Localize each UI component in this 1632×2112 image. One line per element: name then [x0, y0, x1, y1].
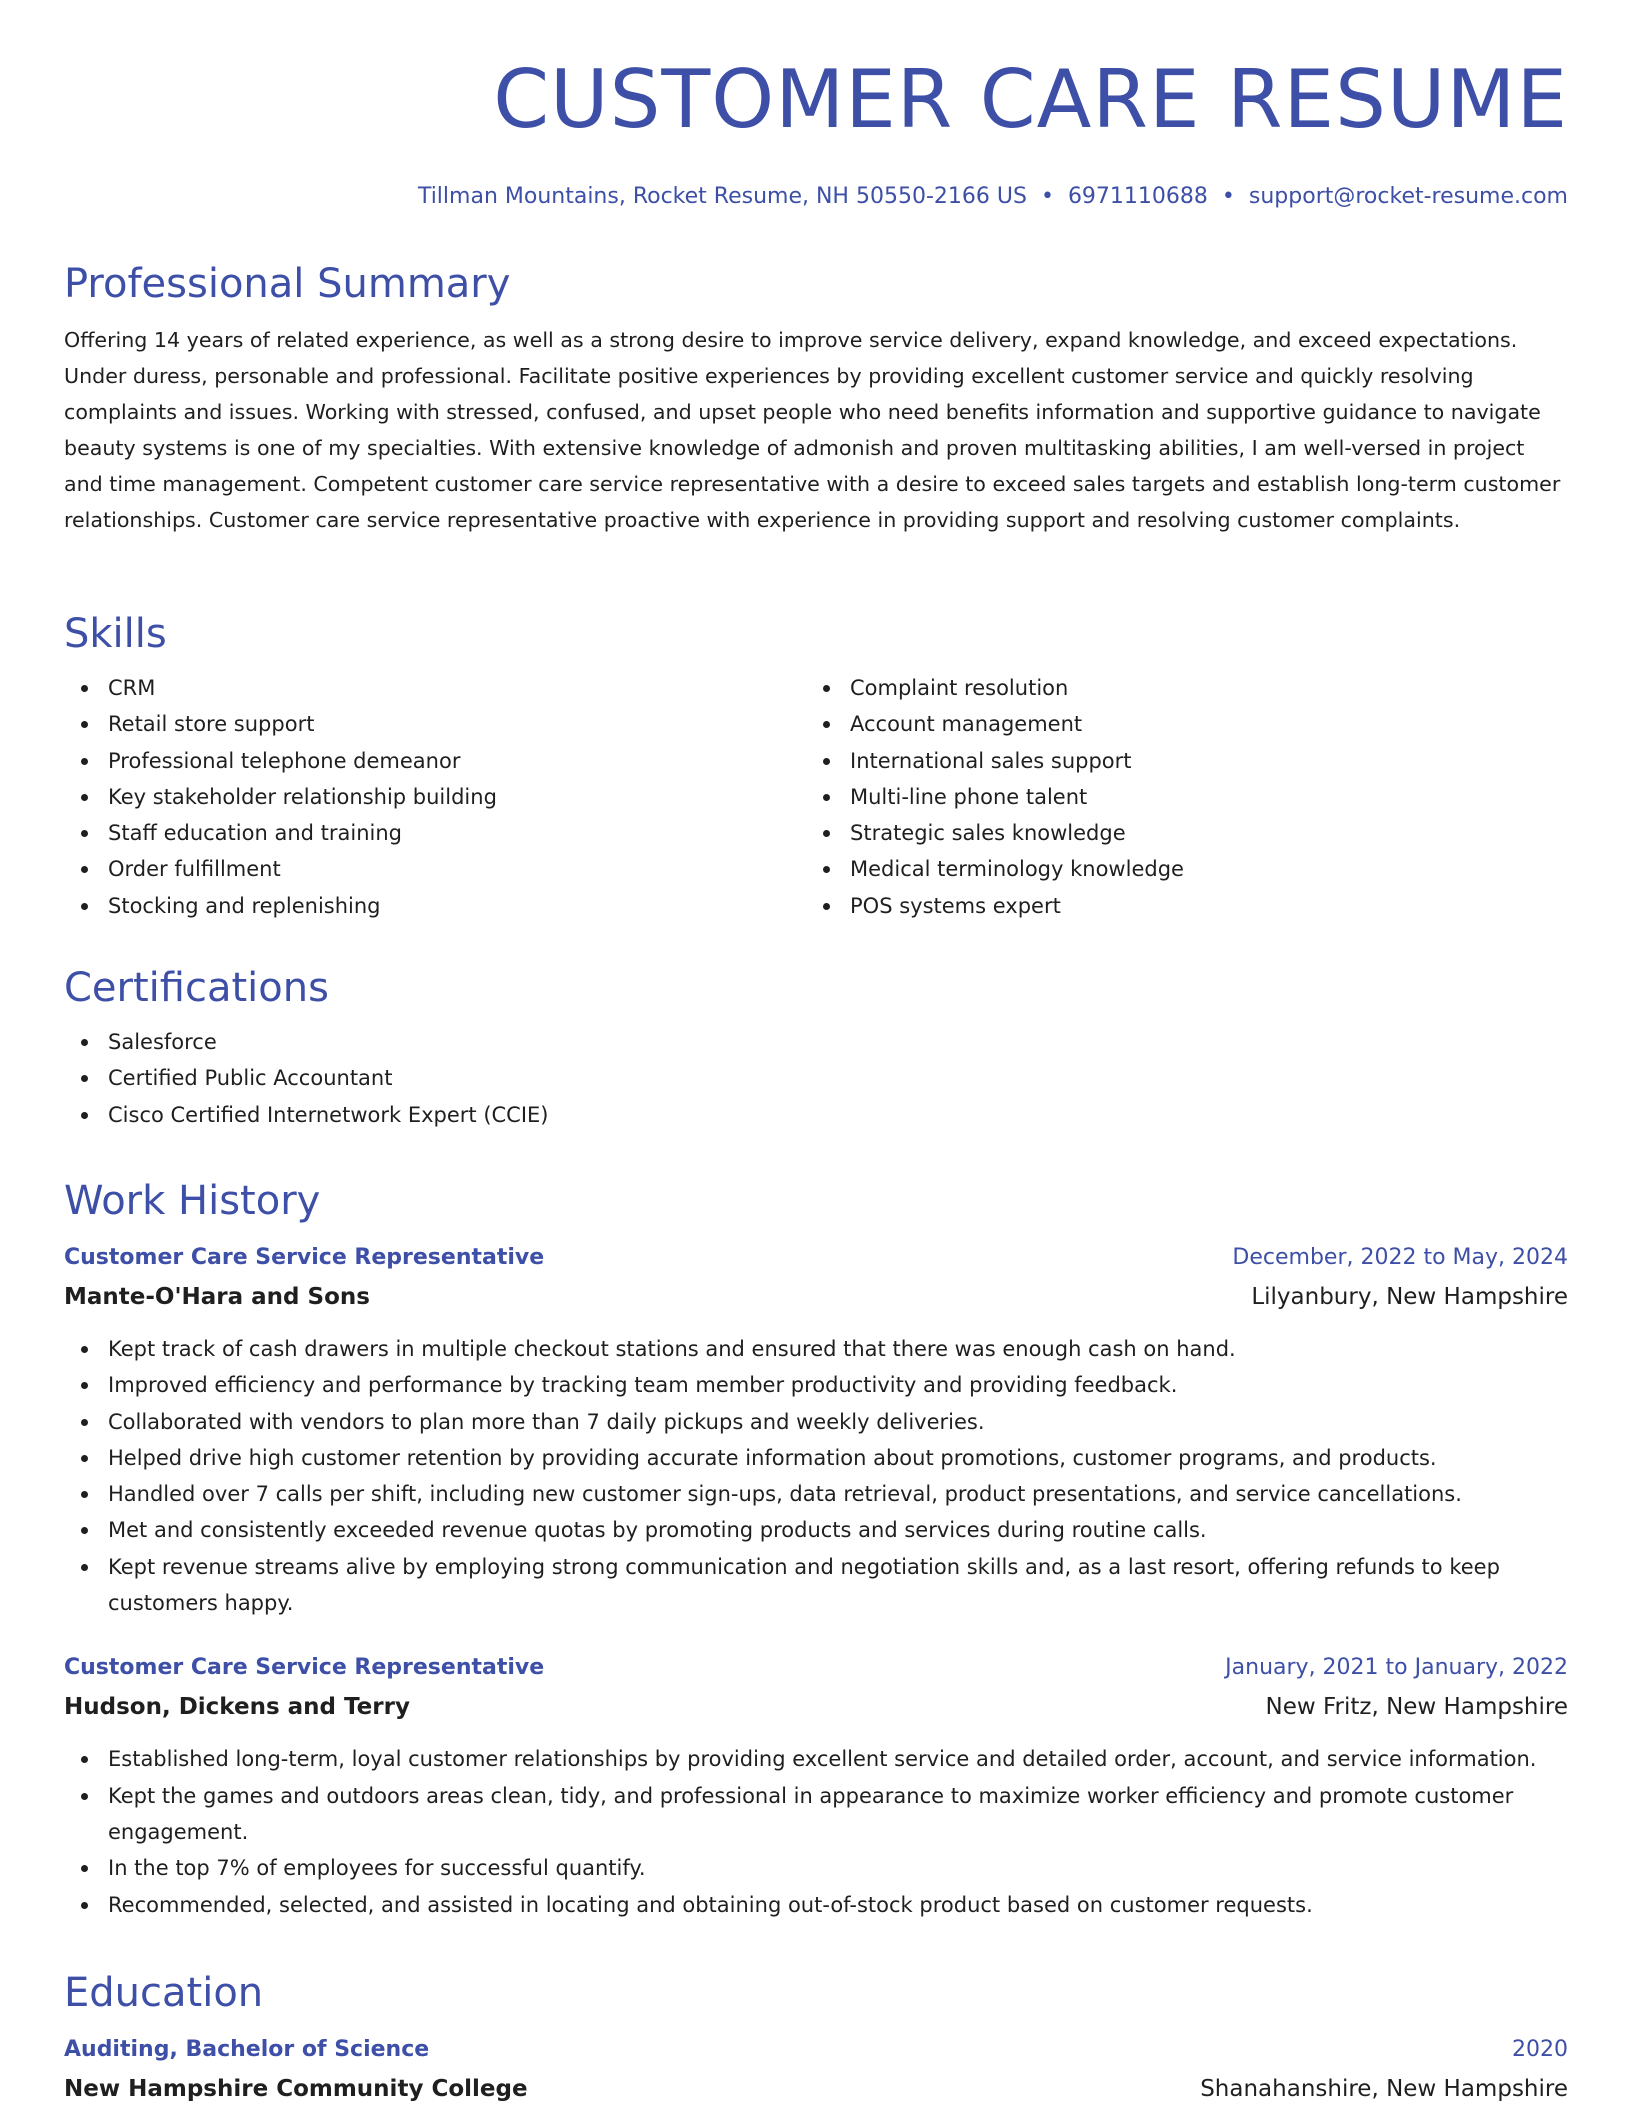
job-location: Lilyanbury, New Hampshire [1251, 1284, 1568, 1310]
job-bullet: Improved efficiency and performance by tracking team member productivity and providing feedback. [64, 1367, 1568, 1403]
skill-item: Staff education and training [64, 815, 794, 851]
job-location: New Fritz, New Hampshire [1265, 1694, 1568, 1721]
skill-item: International sales support [806, 743, 1568, 779]
skill-item: Key stakeholder relationship building [64, 779, 794, 815]
education-entry [64, 2031, 1568, 2109]
job-dates: December, 2022 to May, 2024 [1232, 1245, 1568, 1270]
skills-section [64, 608, 1568, 930]
contact-email[interactable]: support@rocket-resume.com [1248, 184, 1568, 209]
job-title-row [64, 1239, 1568, 1277]
skill-item: Complaint resolution [806, 670, 1568, 706]
skill-item: Retail store support [64, 706, 794, 742]
certification-item: Certified Public Accountant [64, 1060, 1568, 1096]
job-dates: January, 2021 to January, 2022 [1225, 1655, 1568, 1681]
skill-item: Professional telephone demeanor [64, 743, 794, 779]
job-bullet: Helped drive high customer retention by providing accurate information about promotions, customer programs, and products. [64, 1440, 1568, 1476]
job-bullet: Handled over 7 calls per shift, including new customer sign-ups, data retrieval, product presentations, and service cancellations. [64, 1476, 1568, 1512]
skill-item: CRM [64, 670, 794, 706]
summary-text: Offering 14 years of related experience, as well as a strong desire to improve service delivery, expand knowledge, and exceed expectations. Under duress, personable and professional. Facilitate positive experiences by providing excellent customer service and quickly resolving complaints and issues. Working with stressed, confused, and upset people who need benefits information and supportive guidance to navigate beauty systems is one of my specialties. With extensive knowledge of admonish and proven multitasking abilities, I am well-versed in project and time management. Competent customer care service representative with a desire to exceed sales targets and establish long-term customer relationships. Customer care service representative proactive with experience in providing support and resolving customer complaints. [64, 328, 1561, 532]
job-company: Mante-O'Hara and Sons [64, 1284, 370, 1310]
education-degree-row [64, 2031, 1568, 2069]
education-year: 2020 [1512, 2037, 1568, 2062]
job-title: Customer Care Service Representative [64, 1245, 545, 1270]
skill-item: Order fulfillment [64, 851, 794, 887]
skill-item: POS systems expert [806, 888, 1568, 924]
job-bullet: Met and consistently exceeded revenue quotas by promoting products and services during routine calls. [64, 1512, 1568, 1548]
section-heading-education: Education [64, 1970, 264, 2016]
job-title: Customer Care Service Representative [64, 1655, 545, 1681]
certification-item: Salesforce [64, 1024, 1568, 1060]
section-heading-certifications: Certifications [64, 965, 329, 1011]
job-entry [64, 1649, 1568, 1922]
contact-line [418, 182, 1568, 212]
job-company: Hudson, Dickens and Terry [64, 1694, 410, 1721]
education-section [64, 1967, 1568, 2109]
certifications-section [64, 962, 1568, 1133]
contact-address: Tillman Mountains, Rocket Resume, NH 50550-2166 US [417, 184, 1027, 209]
job-bullet: Established long-term, loyal customer relationships by providing excellent service and detailed order, account, and service information. [64, 1741, 1568, 1777]
job-title-row [64, 1649, 1568, 1687]
resume-title: CUSTOMER CARE RESUME [493, 53, 1568, 146]
job-bullets [64, 1331, 1568, 1621]
skills-columns [64, 670, 1568, 930]
skill-item: Stocking and replenishing [64, 888, 794, 924]
education-location: Shanahanshire, New Hampshire [1200, 2076, 1568, 2102]
job-bullets [64, 1741, 1568, 1922]
education-degree: Auditing, Bachelor of Science [64, 2037, 430, 2062]
skills-list-right [806, 670, 1568, 924]
summary-section [64, 258, 1568, 538]
certification-item: Cisco Certified Internetwork Expert (CCIE) [64, 1097, 1568, 1133]
section-heading-work-history: Work History [64, 1178, 321, 1224]
skill-item: Medical terminology knowledge [806, 851, 1568, 887]
job-company-row [64, 1687, 1568, 1727]
contact-separator: • [1221, 184, 1235, 209]
skills-list-left [64, 670, 794, 924]
contact-phone[interactable]: 6971110688 [1067, 184, 1208, 209]
section-heading-summary: Professional Summary [64, 261, 511, 307]
education-school-row [64, 2069, 1568, 2109]
skill-item: Multi-line phone talent [806, 779, 1568, 815]
work-history-section [64, 1175, 1568, 1923]
job-bullet: Kept the games and outdoors areas clean, tidy, and professional in appearance to maximize worker efficiency and promote customer engagement. [64, 1778, 1568, 1851]
job-bullet: Recommended, selected, and assisted in locating and obtaining out-of-stock product based on customer requests. [64, 1887, 1568, 1923]
education-school: New Hampshire Community College [64, 2076, 528, 2102]
job-bullet: Kept revenue streams alive by employing strong communication and negotiation skills and, as a last resort, offering refunds to keep customers happy. [64, 1549, 1568, 1622]
skill-item: Account management [806, 706, 1568, 742]
job-entry [64, 1239, 1568, 1621]
certifications-list [64, 1024, 1568, 1133]
skill-item: Strategic sales knowledge [806, 815, 1568, 851]
job-bullet: Kept track of cash drawers in multiple checkout stations and ensured that there was enough cash on hand. [64, 1331, 1568, 1367]
job-bullet: In the top 7% of employees for successful quantify. [64, 1850, 1568, 1886]
section-heading-skills: Skills [64, 611, 167, 657]
job-bullet: Collaborated with vendors to plan more than 7 daily pickups and weekly deliveries. [64, 1404, 1568, 1440]
contact-separator: • [1040, 184, 1054, 209]
job-company-row [64, 1277, 1568, 1317]
